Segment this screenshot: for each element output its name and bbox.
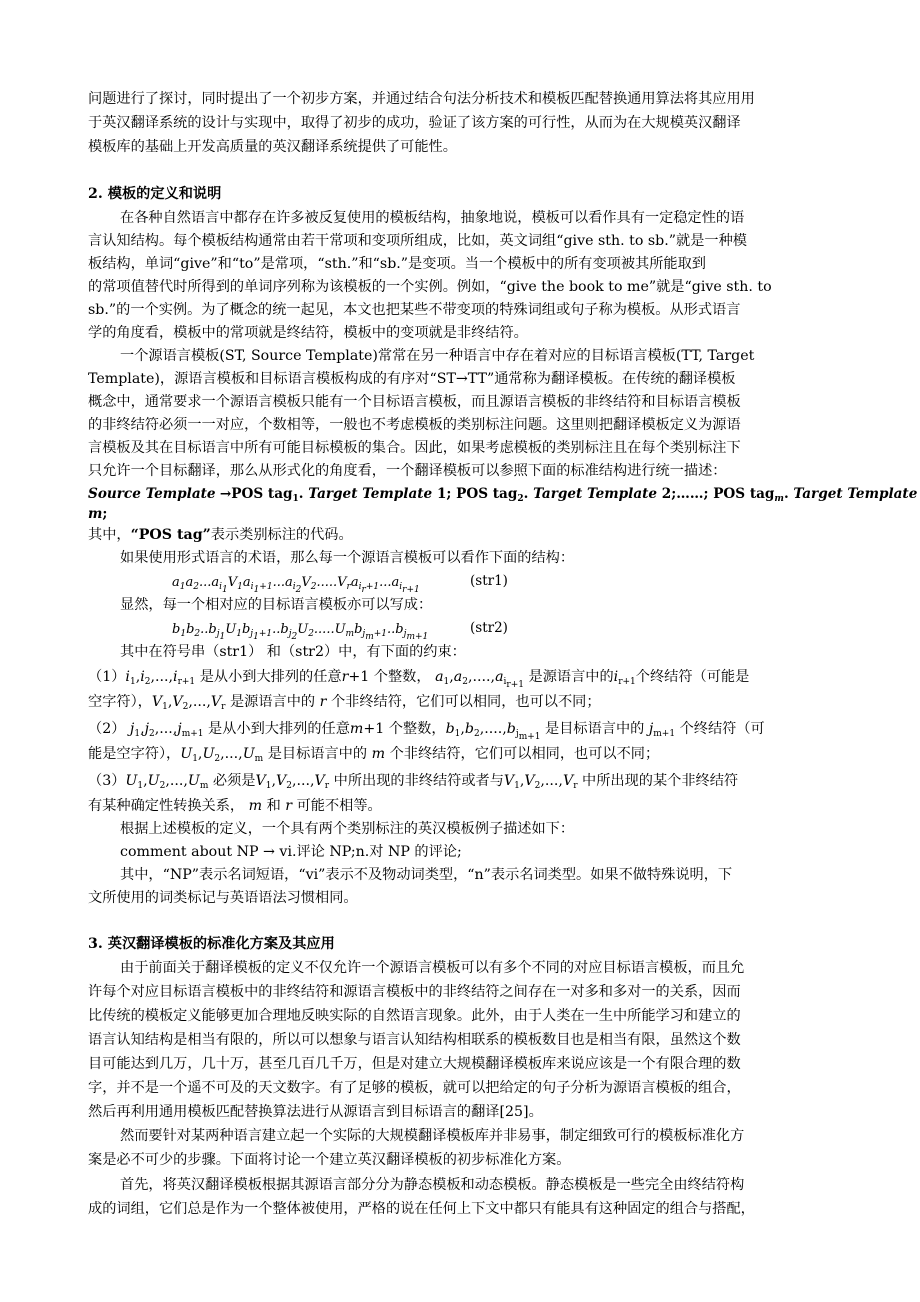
s2-p1-l4: 的常项值替代时所得到的单词序列称为该模板的一个实例。例如，“give the book to me”就是“give sth. to <box>88 279 772 295</box>
s3-p3-l2: 成的词组，它们总是作为一个整体被使用，严格的说在任何上下文中都只有能具有这种固定的组合与搭配， <box>88 1201 755 1217</box>
constraint-intro: 其中在符号串（str1） 和（str2）中，有下面的约束： <box>120 644 466 660</box>
constraint-3-line-1: $(3)U_1,U_2,...,U_m$ 必须是$V_1,V_2,...,V_r$ 中所出现的非终结符或者与$V_1,V_2,...,V_r$ 中所出现的某个非终结符 <box>88 773 739 791</box>
s2-p1-l3: 板结构，单词“give”和“to”是常项，“sth.”和“sb.”是变项。当一个模板中的所有变项被其所能取到 <box>88 256 706 272</box>
intro-line-2: 于英汉翻译系统的设计与实现中，取得了初步的成功，验证了该方案的可行性，从而为在大规模英汉翻译 <box>88 115 741 131</box>
constraint-1-line-2: 空字符），$V_1,V_2,...,V_r$ 是源语言中的 r 个非终结符，它们可以相同，也可以不同； <box>88 694 601 712</box>
example-template: comment about NP → vi.评论 NP;n.对 NP 的评论; <box>120 844 462 860</box>
schema-line: Source Template →POS tag$_1$. Target Template 1; POS tag$_2$. Target Template 2;……; POS tag$_m$. Target Template <box>88 486 918 504</box>
s3-p3-l1: 首先，将英汉翻译模板根据其源语言部分分为静态模板和动态模板。静态模板是一些完全由终结符构 <box>120 1177 745 1193</box>
s3-p1-l1: 由于前面关于翻译模板的定义不仅允许一个源语言模板可以有多个不同的对应目标语言模板，而且允 <box>120 960 745 976</box>
example-intro: 根据上述模板的定义，一个具有两个类别标注的英汉模板例子描述如下： <box>120 821 575 837</box>
s3-p2-l1: 然而要针对某两种语言建立起一个实际的大规模翻译模板库并非易事，制定细致可行的模板标准化方 <box>120 1128 745 1144</box>
str1-formula: $a_1a_2...a_{i_1}V_1a_{i_1+1}...a_{i_2}V_2.....V_ra_{i_r+1}...a_{i_{r+1}}$ <box>172 575 420 595</box>
s3-p1-l7: 然后再利用通用模板匹配替换算法进行从源语言到目标语言的翻译[25]。 <box>88 1104 543 1120</box>
s3-p1-l3: 比传统的模板定义能够更加合理地反映实际的自然语言现象。此外，由于人类在一生中所能学习和建立的 <box>88 1008 741 1024</box>
s2-p1-l1: 在各种自然语言中都存在许多被反复使用的模板结构，抽象地说，模板可以看作具有一定稳定性的语 <box>120 210 745 226</box>
formal-intro: 如果使用形式语言的术语，那么每一个源语言模板可以看作下面的结构： <box>120 550 575 566</box>
pos-tag-note: 其中，“POS tag”表示类别标注的代码。 <box>88 527 353 543</box>
str1-label: (str1) <box>470 573 508 589</box>
s2-p1-l6: 学的角度看，模板中的常项就是终结符，模板中的变项就是非终结符。 <box>88 325 528 341</box>
section-2-heading: 2. 模板的定义和说明 <box>88 186 222 202</box>
s2-p2-l2: Template)，源语言模板和目标语言模板构成的有序对“ST→TT”通常称为翻译模板。在传统的翻译模板 <box>88 371 736 387</box>
s3-p1-l6: 字，并不是一个遥不可及的天文数字。有了足够的模板，就可以把给定的句子分析为源语言模板的组合， <box>88 1080 741 1096</box>
intro-line-1: 问题进行了探讨，同时提出了一个初步方案，并通过结合句法分析技术和模板匹配替换通用算法将其应用用 <box>88 91 755 107</box>
s3-p2-l2: 案是必不可少的步骤。下面将讨论一个建立英汉翻译模板的初步标准化方案。 <box>88 1152 571 1168</box>
constraint-2-line-2: 能是空字符），$U_1,U_2,...,U_m$ 是目标语言中的 m 个非终结符，它们可以相同，也可以不同； <box>88 746 660 764</box>
str2-formula: $b_1b_2..b_{j_1}U_1b_{j_1+1}..b_{j_2}U_2.....U_mb_{j_m+1}..b_{j_{m+1}}$ <box>172 622 429 642</box>
section-3-heading: 3. 英汉翻译模板的标准化方案及其应用 <box>88 936 335 952</box>
constraint-2-line-1: （2） $j_1,j_2,...,j_{m+1}$ 是从小到大排列的任意m+1 个整数，$b_1,b_2,....,b_{j_{m+1}}$ 是目标语言中的 $j_{m+1}$ 个终结符（可 <box>88 721 765 742</box>
example-note-2: 文所使用的词类标记与英语语法习惯相同。 <box>88 890 358 906</box>
s3-p1-l4: 语言认知结构是相当有限的，所以可以想象与语言认知结构相联系的模板数目也是相当有限，虽然这个数 <box>88 1032 741 1048</box>
constraint-3-line-2: 有某种确定性转换关系， m 和 r 可能不相等。 <box>88 798 382 814</box>
example-note-1: 其中，“NP”表示名词短语，“vi”表示不及物动词类型，“n”表示名词类型。如果不做特殊说明，下 <box>120 867 733 883</box>
s3-p1-l2: 许每个对应目标语言模板中的非终结符和源语言模板中的非终结符之间存在一对多和多对一的关系，因而 <box>88 984 741 1000</box>
s2-p2-l1: 一个源语言模板(ST, Source Template)常常在另一种语言中存在着对应的目标语言模板(TT, Target <box>120 348 755 364</box>
s2-p1-l2: 言认知结构。每个模板结构通常由若干常项和变项所组成，比如，英文词组“give sth. to sb.”就是一种模 <box>88 233 747 249</box>
intro-line-3: 模板库的基础上开发高质量的英汉翻译系统提供了可能性。 <box>88 139 457 155</box>
str2-label: (str2) <box>470 620 508 636</box>
s2-p2-l5: 言模板及其在目标语言中所有可能目标模板的集合。因此，如果考虑模板的类别标注且在每个类别标注下 <box>88 440 741 456</box>
s2-p2-l3: 概念中，通常要求一个源语言模板只能有一个目标语言模板，而且源语言模板的非终结符和目标语言模板 <box>88 394 741 410</box>
target-intro: 显然，每一个相对应的目标语言模板亦可以写成： <box>120 597 433 613</box>
s2-p2-l4: 的非终结符必须一一对应，个数相等，一般也不考虑模板的类别标注问题。这里则把翻译模板定义为源语 <box>88 417 741 433</box>
s2-p1-l5: sb.”的一个实例。为了概念的统一起见，本文也把某些不带变项的特殊词组或句子称为模板。从形式语言 <box>88 302 741 318</box>
s3-p1-l5: 目可能达到几万，几十万，甚至几百几千万，但是对建立大规模翻译模板库来说应该是一个有限合理的数 <box>88 1056 741 1072</box>
constraint-1-line-1: $(1)i_1,i_2,...,i_{r+1}$ 是从小到大排列的任意r+1 个整数， $a_1,a_2,....,a_{i_{r+1}}$ 是源语言中的$i_{r+1}$个终结符（可能是 <box>88 669 750 690</box>
s2-p2-l6: 只允许一个目标翻译，那么从形式化的角度看，一个翻译模板可以参照下面的标准结构进行统一描述： <box>88 463 727 479</box>
schema-line-end: m; <box>88 506 108 522</box>
